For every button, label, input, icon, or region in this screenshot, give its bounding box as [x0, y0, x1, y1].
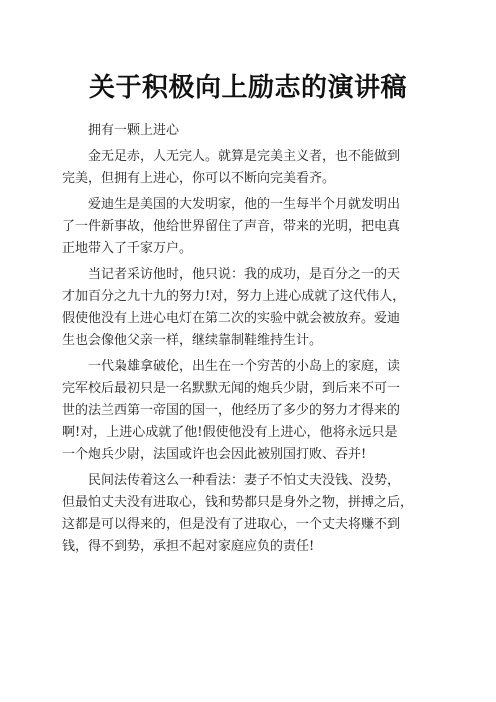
document-body: [62, 120, 438, 562]
paragraph-line: 这都是可以得来的，但是没有了进取心，一个丈夫将赚不到: [62, 517, 401, 532]
paragraph-line: 但最怕丈夫没有进取心，钱和势都只是身外之物，拼搏之后，: [62, 495, 414, 510]
paragraph-line: 一代枭雄拿破伦，出生在一个穷苦的小岛上的家庭，读: [88, 359, 401, 374]
paragraph-line: 了一件新事故，他给世界留住了声音，带来的光明，把电真: [62, 219, 401, 234]
paragraph-line: 假使他没有上进心电灯在第二次的实验中就会被放弃。爱迪: [62, 311, 401, 326]
paragraph-line: 金无足赤，人无完人。就算是完美主义者，也不能做到: [88, 149, 401, 164]
paragraph-line: 世的法兰西第一帝国的国一，他经历了多少的努力才得来的: [62, 403, 401, 418]
paragraph: [62, 120, 438, 142]
paragraph-line: 生也会像他父亲一样，继续靠制鞋维持生计。: [62, 333, 323, 348]
paragraph: [62, 470, 438, 558]
paragraph-line: 完军校后最初只是一名默默无闻的炮兵少尉，到后来不可一: [62, 381, 401, 396]
paragraph-line: 完美，但拥有上进心，你可以不断向完美看齐。: [62, 171, 336, 186]
paragraph: [62, 194, 438, 260]
paragraph: [62, 264, 438, 352]
paragraph: [62, 146, 438, 190]
document-title: 关于积极向上励志的演讲稿: [88, 73, 407, 103]
paragraph-line: 才加百分之九十九的努力!对，努力上进心成就了这代伟人，: [62, 289, 406, 304]
paragraph: [62, 356, 438, 466]
paragraph-line: 民间法传着这么一种看法：妻子不怕丈夫没钱、没势，: [88, 473, 401, 488]
paragraph-line: 钱，得不到势，承担不起对家庭应负的责任!: [62, 539, 315, 554]
paragraph-line: 当记者采访他时，他只说：我的成功，是百分之一的天: [88, 267, 401, 282]
paragraph-line: 一个炮兵少尉，法国或许也会因此被别国打败、吞并!: [62, 447, 367, 462]
paragraph-line: 正地带入了千家万户。: [62, 241, 193, 256]
paragraph-line: 啊!对，上进心成就了他!假使他没有上进心，他将永远只是: [62, 425, 398, 440]
paragraph-line: 爱迪生是美国的大发明家，他的一生每半个月就发明出: [88, 197, 401, 212]
paragraph-line: 拥有一颗上进心: [88, 123, 180, 138]
